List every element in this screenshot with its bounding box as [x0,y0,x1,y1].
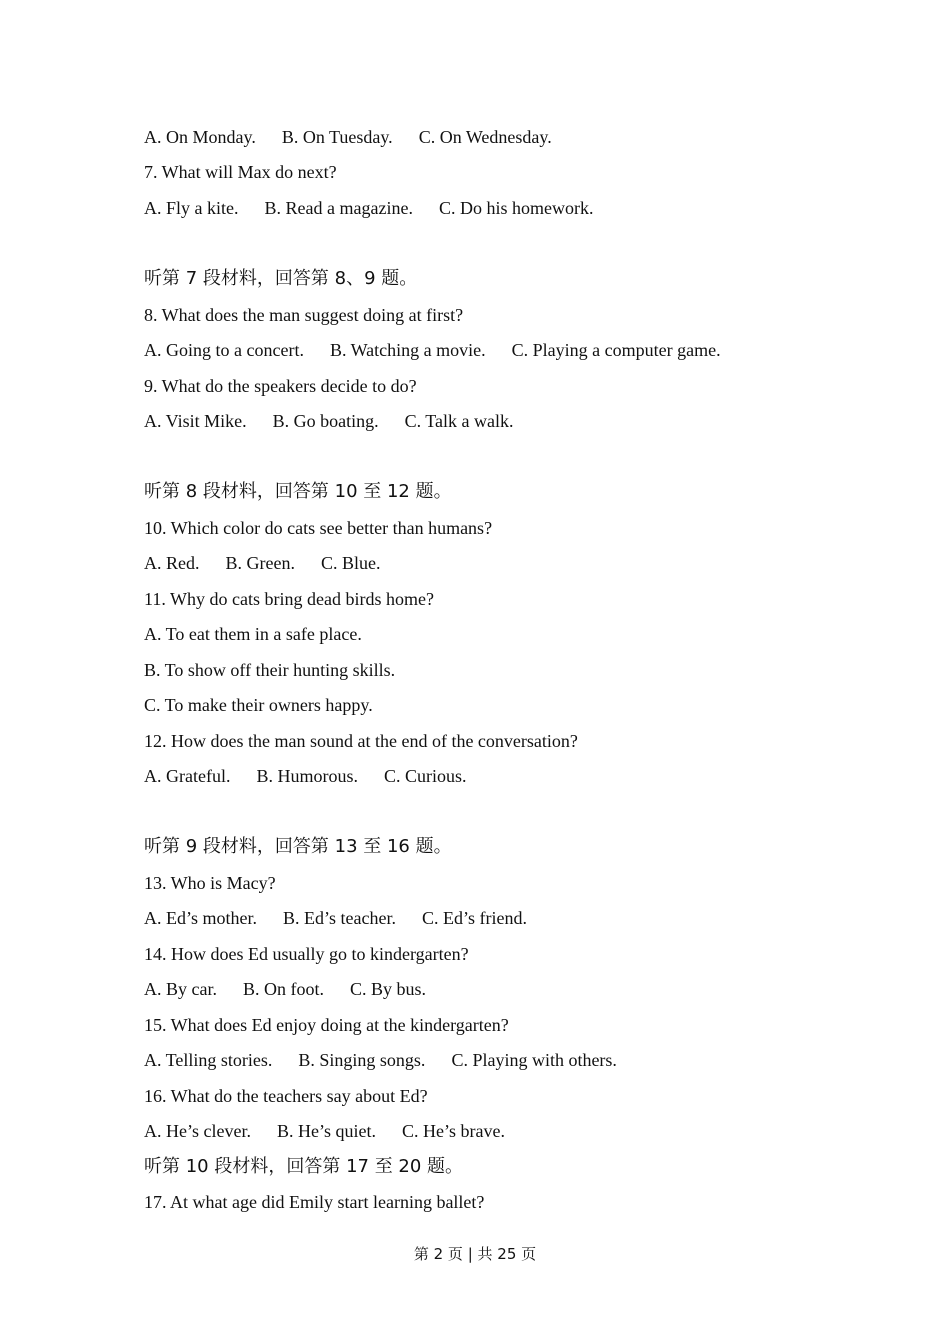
answer-option: A. Visit Mike. [144,411,247,431]
answer-option: C. He’s brave. [401,1121,505,1141]
answer-option: A. Telling stories. [144,1050,273,1070]
answer-option: C. Playing a computer game. [511,340,721,360]
answer-option: C. Playing with others. [451,1050,617,1070]
question-text: 11. Why do cats bring dead birds home? [144,589,434,609]
page-footer: 第 2 页 | 共 25 页 [413,1245,537,1263]
question-text: 9. What do the speakers decide to do? [144,376,417,396]
answer-options-row [144,978,426,1000]
answer-option: B. Singing songs. [298,1050,426,1070]
answer-option: C. By bus. [349,979,427,999]
section-heading: 听第 8 段材料，回答第 10 至 12 题。 [144,481,452,502]
answer-option: C. Do his homework. [438,198,594,218]
answer-option: B. Humorous. [256,766,358,786]
question-text: 12. How does the man sound at the end of the conversation? [144,731,578,751]
question-text: 17. At what age did Emily start learning ballet? [144,1192,485,1212]
section-heading: 听第 10 段材料，回答第 17 至 20 题。 [144,1156,464,1177]
answer-option: A. On Monday. [144,127,256,147]
question-text: 13. Who is Macy? [144,873,276,893]
answer-option: B. On foot. [242,979,324,999]
answer-option: A. Grateful. [144,766,231,786]
answer-option: A. Going to a concert. [144,340,304,360]
question-text: 10. Which color do cats see better than humans? [144,518,493,538]
question-text: 14. How does Ed usually go to kindergarten? [144,944,469,964]
answer-options-row [144,1120,505,1142]
answer-options-row [144,907,527,929]
answer-options-row [144,126,552,148]
answer-options-row [144,410,514,432]
answer-option: A. Ed’s mother. [144,908,257,928]
question-text: 8. What does the man suggest doing at first? [144,305,464,325]
answer-option: B. On Tuesday. [281,127,393,147]
answer-option: A. Fly a kite. [144,198,239,218]
answer-option: B. Go boating. [272,411,379,431]
question-text: 16. What do the teachers say about Ed? [144,1086,428,1106]
section-heading: 听第 7 段材料，回答第 8、9 题。 [144,268,418,289]
answer-option: C. Blue. [320,553,381,573]
answer-option: B. Watching a movie. [329,340,486,360]
answer-option: C. Curious. [383,766,467,786]
answer-option: A. Red. [144,553,200,573]
answer-option: B. Green. [225,553,295,573]
answer-options-row [144,765,467,787]
question-text: 15. What does Ed enjoy doing at the kindergarten? [144,1015,509,1035]
answer-option: C. On Wednesday. [418,127,552,147]
answer-option: A. By car. [144,979,217,999]
answer-options-row [144,1049,617,1071]
answer-option: C. To make their owners happy. [144,695,373,715]
answer-option: C. Ed’s friend. [421,908,527,928]
answer-option: C. Talk a walk. [404,411,514,431]
answer-options-row [144,197,593,219]
question-text: 7. What will Max do next? [144,162,337,182]
answer-option: B. Read a magazine. [264,198,413,218]
answer-option: A. To eat them in a safe place. [144,624,362,644]
section-heading: 听第 9 段材料，回答第 13 至 16 题。 [144,836,452,857]
answer-option: B. To show off their hunting skills. [144,660,396,680]
answer-option: B. He’s quiet. [276,1121,376,1141]
answer-options-row [144,339,721,361]
answer-option: B. Ed’s teacher. [283,908,396,928]
answer-options-row [144,552,381,574]
answer-option: A. He’s clever. [144,1121,251,1141]
